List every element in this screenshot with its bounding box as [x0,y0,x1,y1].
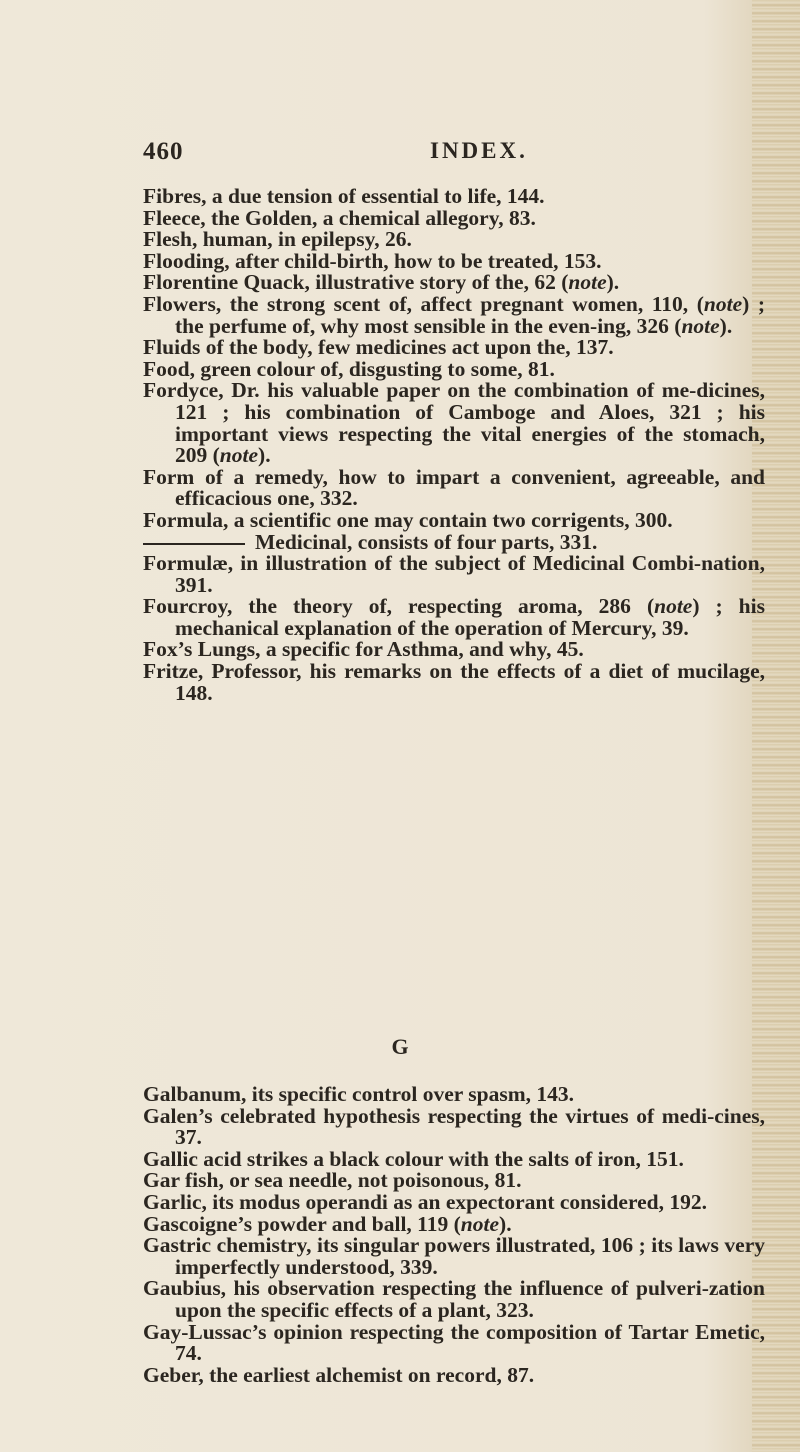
index-entry: Formula, a scientific one may contain two corrigents, 300. [143,507,673,532]
index-entry: Florentine Quack, illustrative story of the, 62 (note). [143,270,620,295]
index-entry: Flesh, human, in epilepsy, 26. [143,227,412,252]
index-entry: Form of a remedy, how to impart a convenient, agreeable, and efficacious one, 332. [143,464,765,511]
index-entry: Flowers, the strong scent of, affect pregnant women, 110, (note) ; the perfume of, why most sensible in the even-ing, 326 (note). [143,291,765,338]
index-entry: Gallic acid strikes a black colour with the salts of iron, 151. [143,1146,684,1171]
index-subentry [143,529,765,554]
index-entry: Gastric chemistry, its singular powers illustrated, 106 ; its laws very imperfectly understood, 339. [143,1233,765,1279]
ditto-rule [143,543,245,545]
index-entry: Fluids of the body, few medicines act upon the, 137. [143,335,614,360]
index-entry: Formulæ, in illustration of the subject of Medicinal Combi-nation, 391. [143,551,765,597]
index-entry: Garlic, its modus operandi as an expectorant considered, 192. [143,1189,707,1214]
index-entry: Fox’s Lungs, a specific for Asthma, and why, 45. [143,637,584,662]
page-number: 460 [143,138,184,165]
index-entry: Fourcroy, the theory of, respecting aroma, 286 (note) ; his mechanical explanation of the operation of Mercury, 39. [143,594,765,640]
index-section-g [143,1084,765,1386]
index-section-f [143,186,765,704]
running-head: INDEX. [430,138,528,163]
index-entry: Fordyce, Dr. his valuable paper on the combination of me-dicines, 121 ; his combination of Camboge and Aloes, 321 ; his important views respecting the vital energies of the stomach, 209 (note). [143,378,765,468]
index-entry: Food, green colour of, disgusting to some, 81. [143,356,555,381]
index-entry: Fritze, Professor, his remarks on the effects of a diet of mucilage, 148. [143,659,765,705]
index-entry: Fleece, the Golden, a chemical allegory, 83. [143,205,536,230]
page-header [143,138,763,168]
index-entry: Gascoigne’s powder and ball, 119 (note). [143,1211,512,1236]
index-entry: Fibres, a due tension of essential to life, 144. [143,184,545,208]
index-entry: Galbanum, its specific control over spasm, 143. [143,1082,574,1106]
index-subentry-text: Medicinal, consists of four parts, 331. [255,529,598,554]
index-entry: Gay-Lussac’s opinion respecting the composition of Tartar Emetic, 74. [143,1319,765,1366]
section-letter-g: G [391,1034,409,1059]
index-entry: Flooding, after child-birth, how to be treated, 153. [143,248,602,273]
index-entry: Gar fish, or sea needle, not poisonous, 81. [143,1168,522,1193]
index-entry: Galen’s celebrated hypothesis respecting the virtues of medi-cines, 37. [143,1103,765,1150]
index-entry: Gaubius, his observation respecting the influence of pulveri-zation upon the specific effects of a plant, 323. [143,1276,765,1322]
index-entry: Geber, the earliest alchemist on record, 87. [143,1362,535,1387]
